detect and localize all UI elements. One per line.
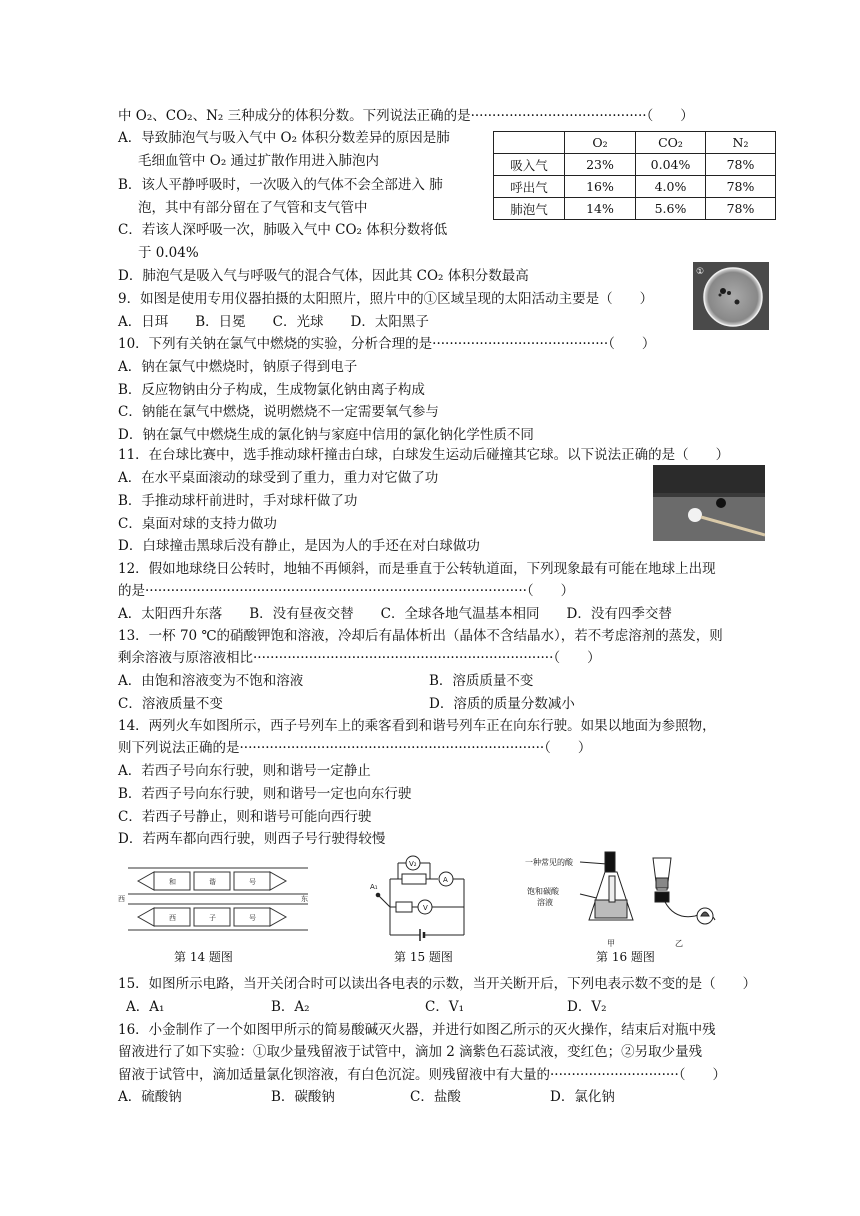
q14-option-a: A．若西子号向东行驶，则和谐号一定静止 xyxy=(118,763,371,779)
train-top-char: 号 xyxy=(249,878,256,886)
q8-option-a-line1: A．导致肺泡气与吸入气中 O₂ 体积分数差异的原因是肺 xyxy=(118,130,450,146)
q16-option-d: D．氯化钠 xyxy=(550,1089,615,1105)
table-cell: 0.04% xyxy=(636,154,706,176)
figure-16-caption: 第 16 题图 xyxy=(596,950,655,964)
q12-stem-line2: 的是·························································································（ ） xyxy=(118,583,575,599)
q13-option-d: D．溶质的质量分数减小 xyxy=(429,696,575,712)
q11-option-a: A．在水平桌面滚动的球受到了重力，重力对它做了功 xyxy=(118,470,439,486)
table-cell: N₂ xyxy=(706,132,776,154)
q13-option-b: B．溶质质量不变 xyxy=(429,673,534,689)
sun-photo xyxy=(693,262,769,330)
q8-option-b-line1: B．该人平静呼吸时，一次吸入的气体不会全部进入 肺 xyxy=(118,177,443,193)
acid-label: 一种常见的酸 xyxy=(525,858,573,867)
q15-option-b: B．A₂ xyxy=(271,999,310,1015)
q10-option-b: B．反应物钠由分子构成，生成物氯化钠由离子构成 xyxy=(118,382,425,398)
table-row xyxy=(494,198,776,220)
q16-stem-line2: 留液进行了如下实验：①取少量残留液于试管中，滴加 2 滴紫色石蕊试液，变红色；②另取少量残 xyxy=(118,1044,703,1060)
soln-label-line1: 饱和碳酸 xyxy=(527,887,559,896)
q14-stem-line1: 14．两列火车如图所示，西子号列车上的乘客看到和谐号列车正在向东行驶。如果以地面为参照物， xyxy=(118,718,716,734)
meter-v-label: V xyxy=(423,904,428,912)
table-cell: 4.0% xyxy=(636,176,706,198)
figure-16-extinguisher xyxy=(525,850,725,950)
east-label: 东 xyxy=(301,895,308,903)
q8-option-c-line2: 于 0.04% xyxy=(138,245,199,261)
q15-option-a: A．A₁ xyxy=(126,999,165,1015)
q8-option-a-line2: 毛细血管中 O₂ 通过扩散作用进入肺泡内 xyxy=(138,153,380,169)
region-marker: ① xyxy=(696,267,705,277)
q14-option-d: D．若两车都向西行驶，则西子号行驶得较慢 xyxy=(118,831,386,847)
train-bottom-char: 号 xyxy=(249,914,256,922)
table-cell: 78% xyxy=(706,198,776,220)
q15-option-d: D．V₂ xyxy=(567,999,607,1015)
table-cell: 16% xyxy=(565,176,636,198)
q16-option-a: A．硫酸钠 xyxy=(118,1089,182,1105)
q10-option-c: C．钠能在氯气中燃烧，说明燃烧不一定需要氧气参与 xyxy=(118,404,439,420)
q8-option-c-line1: C．若该人深呼吸一次，肺吸入气中 CO₂ 体积分数将低 xyxy=(118,222,448,238)
q14-option-b: B．若西子号向东行驶，则和谐号一定也向东行驶 xyxy=(118,786,412,802)
q8-option-b-line2: 泡，其中有部分留在了气管和支气管中 xyxy=(138,200,368,216)
q14-stem-line2: 则下列说法正确的是·······································································（ ） xyxy=(118,740,592,756)
q8-option-d: D．肺泡气是吸入气与呼吸气的混合气体，因此其 CO₂ 体积分数最高 xyxy=(118,268,529,284)
table-cell: 5.6% xyxy=(636,198,706,220)
q15-option-c: C．V₁ xyxy=(425,999,464,1015)
table-cell: CO₂ xyxy=(636,132,706,154)
q13-stem-line1: 13．一杯 70 ℃的硝酸钾饱和溶液，冷却后有晶体析出（晶体不含结晶水），若不考虑溶剂的蒸发，则 xyxy=(118,628,723,644)
table-cell xyxy=(494,132,565,154)
table-cell: 吸入气 xyxy=(494,154,565,176)
q11-option-d: D．白球撞击黑球后没有静止，是因为人的手还在对白球做功 xyxy=(118,538,480,554)
train-top-char: 谐 xyxy=(209,878,216,886)
q16-option-b: B．碳酸钠 xyxy=(271,1089,335,1105)
west-label: 西 xyxy=(118,895,125,903)
figure-15-circuit xyxy=(368,855,478,945)
table-cell: 肺泡气 xyxy=(494,198,565,220)
meter-v2-label: V₂ xyxy=(409,860,417,868)
q16-option-c: C．盐酸 xyxy=(410,1089,461,1105)
figure-14-trains xyxy=(118,860,314,940)
meter-a-label: A xyxy=(443,876,448,884)
q14-option-c: C．若西子号静止，则和谐号可能向西行驶 xyxy=(118,809,372,825)
q16-stem-line1: 16．小金制作了一个如图甲所示的简易酸碱灭火器，并进行如图乙所示的灭火操作，结束后对瓶中残 xyxy=(118,1022,716,1038)
billiards-photo xyxy=(653,465,765,541)
q11-option-c: C．桌面对球的支持力做功 xyxy=(118,516,277,532)
figure-14-caption: 第 14 题图 xyxy=(174,950,233,964)
q8-stem-tail: 中 O₂、CO₂、N₂ 三种成分的体积分数。下列说法正确的是·········································（ ） xyxy=(118,108,694,124)
table-cell: 78% xyxy=(706,176,776,198)
train-bottom-char: 子 xyxy=(209,914,216,922)
q12-options: A．太阳西升东落 B．没有昼夜交替 C．全球各地气温基本相同 D．没有四季交替 xyxy=(118,606,672,622)
q11-option-b: B．手推动球杆前进时，手对球杆做了功 xyxy=(118,493,358,509)
table-cell: 23% xyxy=(565,154,636,176)
table-cell: O₂ xyxy=(565,132,636,154)
q10-option-a: A．钠在氯气中燃烧时，钠原子得到电子 xyxy=(118,359,358,375)
table-header-row xyxy=(494,132,776,154)
q13-option-c: C．溶液质量不变 xyxy=(118,696,223,712)
q10-option-d: D．钠在氯气中燃烧生成的氯化钠与家庭中信用的氯化钠化学性质不同 xyxy=(118,427,534,443)
meter-a1-label: A₁ xyxy=(370,883,378,891)
q16-stem-line3: 留液于试管中，滴加适量氯化钡溶液，有白色沉淀。则残留液中有大量的······························（ ） xyxy=(118,1067,726,1083)
table-cell: 14% xyxy=(565,198,636,220)
fig-yi-label: 乙 xyxy=(675,939,683,948)
fig-jia-label: 甲 xyxy=(607,939,615,948)
train-bottom-char: 西 xyxy=(169,914,176,922)
table-cell: 78% xyxy=(706,154,776,176)
q13-stem-line2: 剩余溶液与原溶液相比······································································（ ） xyxy=(118,650,601,666)
table-cell: 呼出气 xyxy=(494,176,565,198)
q12-stem-line1: 12．假如地球绕日公转时，地轴不再倾斜，而是垂直于公转轨道面，下列现象最有可能在地球上出现 xyxy=(118,561,716,577)
q13-option-a: A．由饱和溶液变为不饱和溶液 xyxy=(118,673,304,689)
train-top-char: 和 xyxy=(169,878,176,886)
figure-15-caption: 第 15 题图 xyxy=(394,950,453,964)
q15-stem: 15．如图所示电路，当开关闭合时可以读出各电表的示数，当开关断开后，下列电表示数不变的是（ ） xyxy=(118,976,757,992)
q11-stem: 11．在台球比赛中，选手推动球杆撞击白球，白球发生运动后碰撞其它球。以下说法正确的是（ ） xyxy=(118,447,730,463)
q9-stem: 9．如图是使用专用仪器拍摄的太阳照片，照片中的①区域呈现的太阳活动主要是（ ） xyxy=(118,291,654,307)
q10-stem: 10．下列有关钠在氯气中燃烧的实验，分析合理的是·········································（ ） xyxy=(118,336,656,352)
q9-options: A．日珥 B．日冕 C．光球 D．太阳黑子 xyxy=(118,314,429,330)
soln-label-line2: 溶液 xyxy=(537,898,553,907)
table-row xyxy=(494,154,776,176)
gas-composition-table xyxy=(493,131,776,220)
table-row xyxy=(494,176,776,198)
